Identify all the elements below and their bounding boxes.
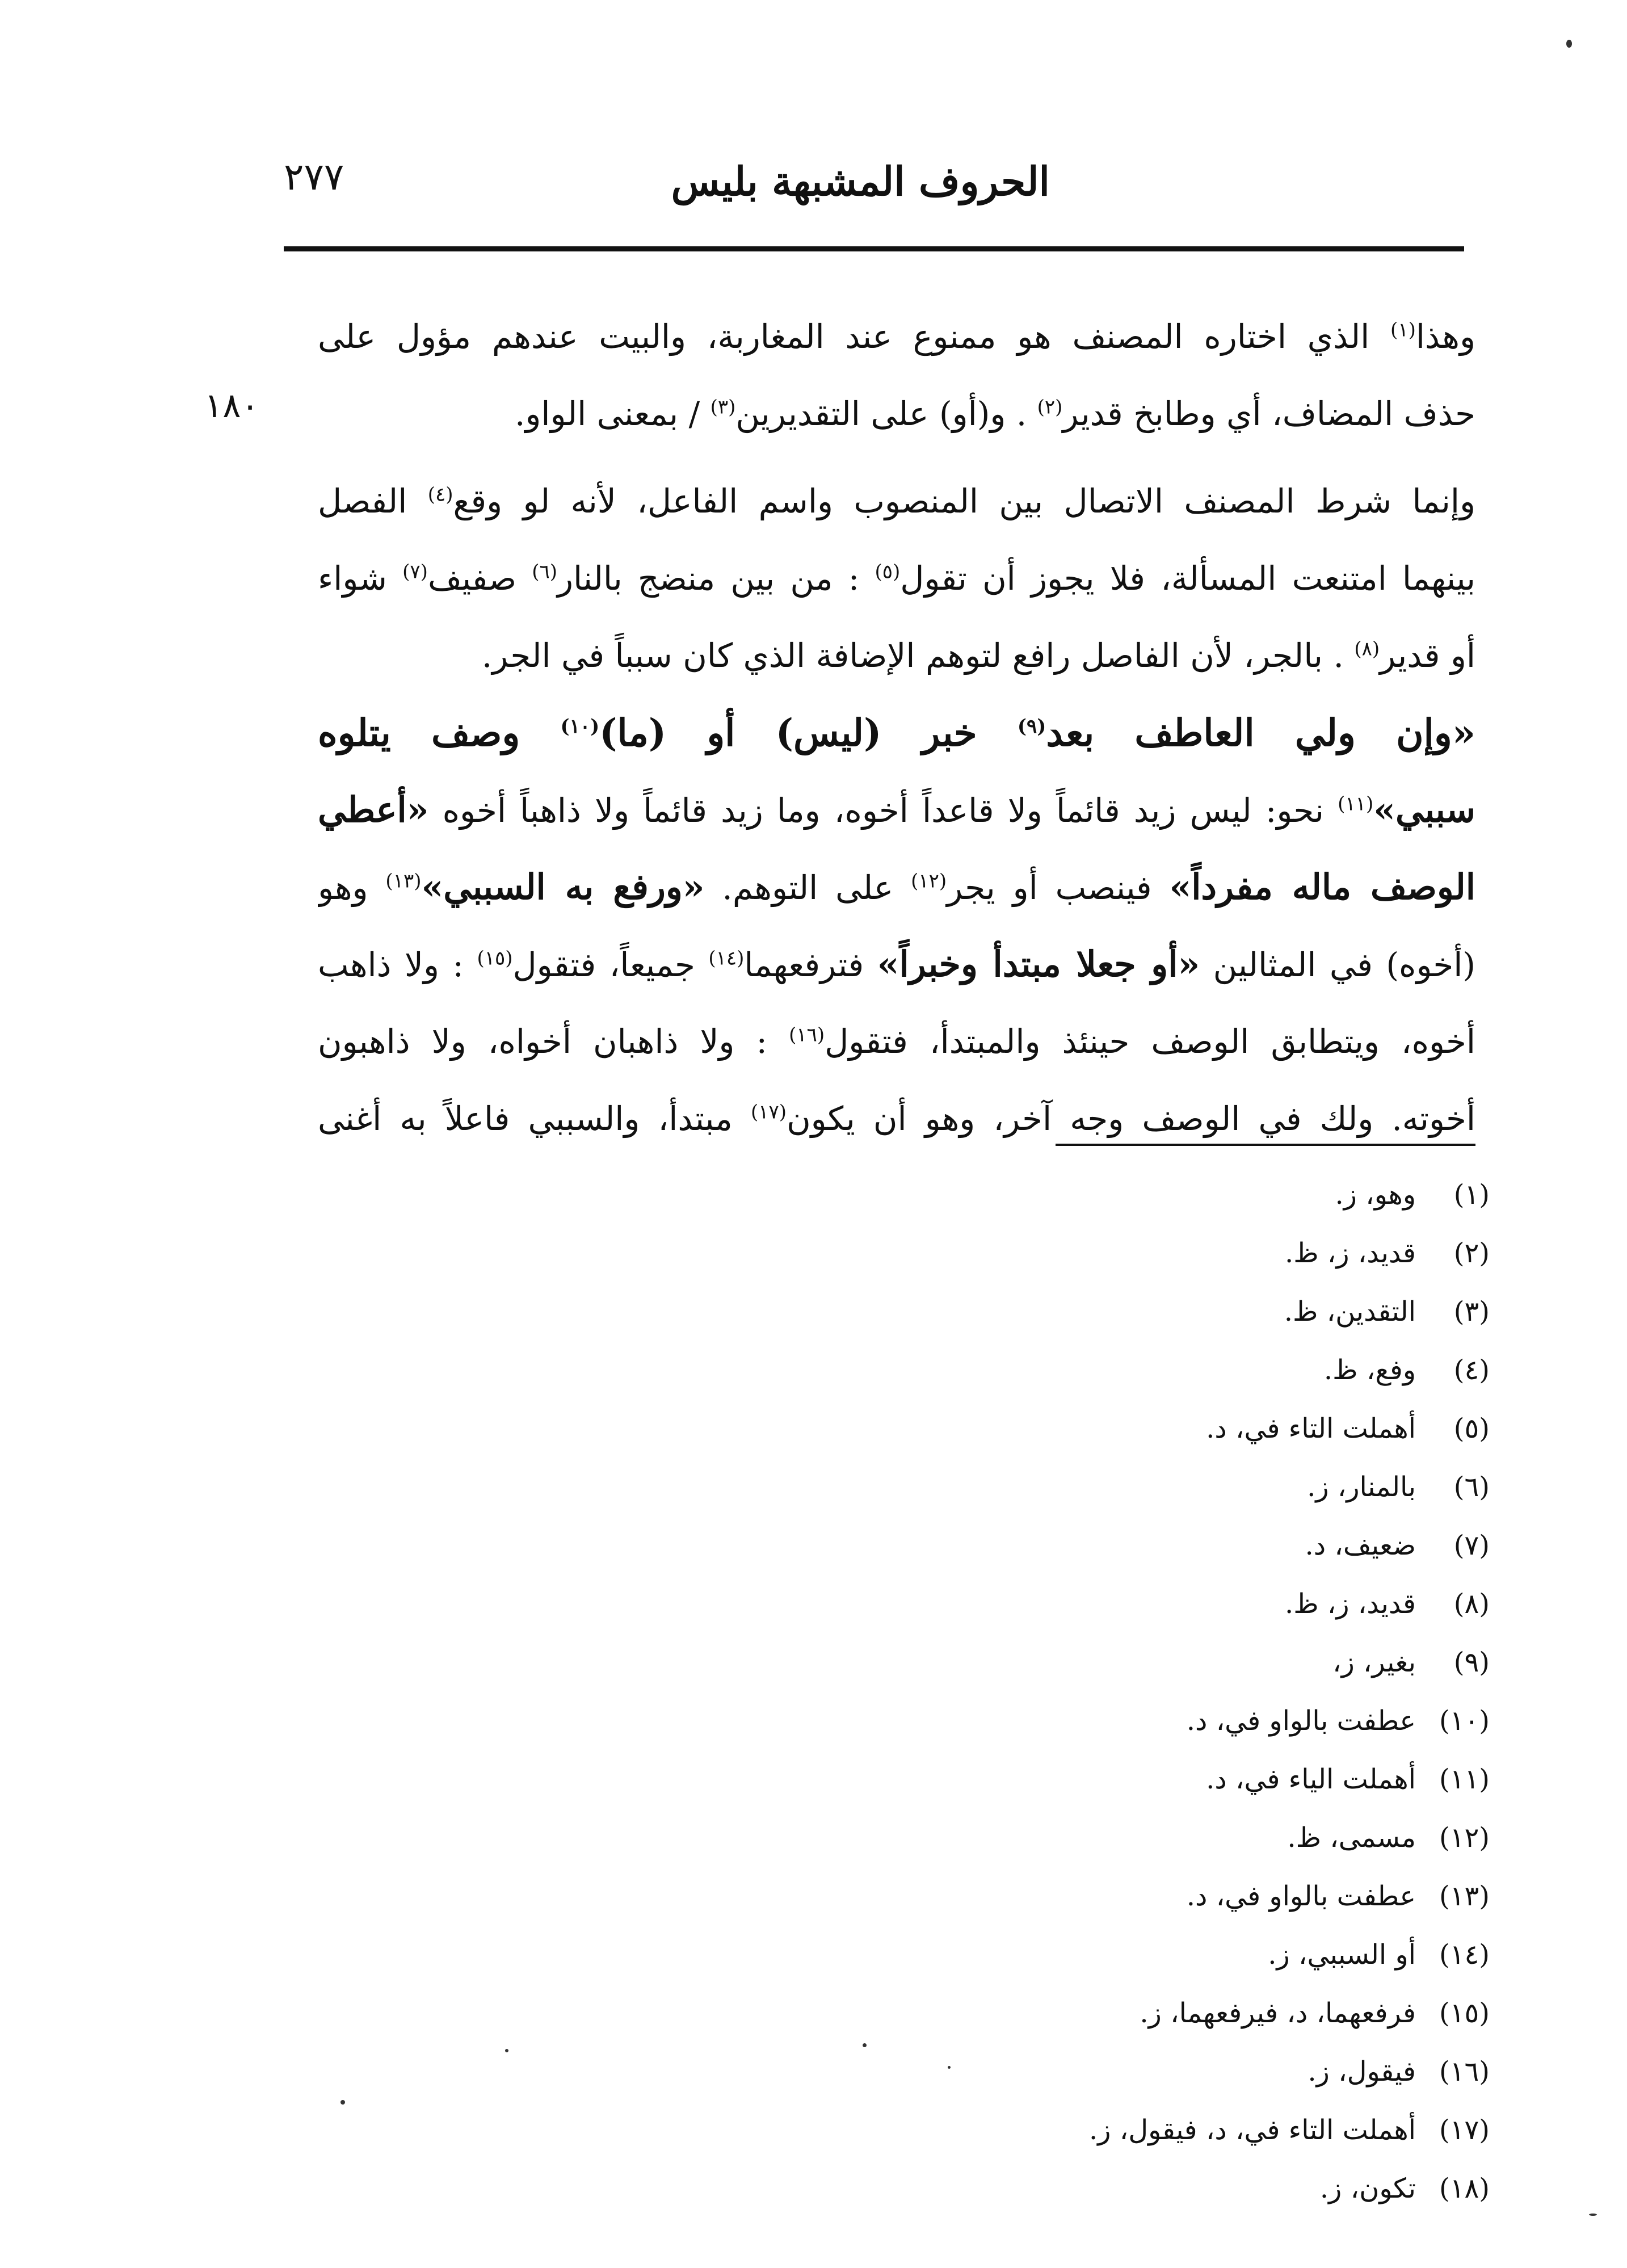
text-line-1: [318, 298, 1475, 375]
text-run: وهو: [318, 868, 386, 907]
footnote-text: بالمنار، ز.: [1307, 1471, 1416, 1503]
text-run: شواء: [318, 559, 403, 598]
footnote-ref: (٣): [710, 396, 736, 419]
scan-speck: [948, 2066, 951, 2069]
text-run: فينصب أو يجر: [947, 868, 1170, 907]
text-run: وإنما شرط المصنف الاتصال بين المنصوب واسم الفاعل، لأنه لو وقع: [453, 482, 1475, 520]
footnote-item: [738, 1751, 1490, 1809]
footnote-item: [738, 1576, 1490, 1634]
footnote-number: (٦): [1453, 1471, 1490, 1503]
text-run: «وإن ولي العاطف بعد: [1046, 711, 1475, 755]
text-line-5: [318, 617, 1475, 694]
footnote-text: عطفت بالواو في، د.: [1186, 1880, 1416, 1912]
footnote-ref: (٧): [402, 560, 428, 583]
scan-speck: [1566, 40, 1572, 48]
bold-run: «أعطي: [318, 789, 429, 830]
footnote-text: وفع، ظ.: [1323, 1354, 1416, 1386]
footnote-ref: (٤): [427, 483, 453, 506]
bold-run: سببي»: [1373, 789, 1475, 830]
footnote-number: (٢): [1453, 1237, 1490, 1269]
footnote-number: (٧): [1453, 1530, 1490, 1561]
footnote-text: أهملت التاء في، د، فيقول، ز.: [1089, 2114, 1416, 2146]
footnote-item: [738, 1166, 1490, 1225]
footnote-number: (٤): [1453, 1354, 1490, 1386]
footnote-item: [738, 2043, 1490, 2102]
footnotes-list: [738, 1166, 1490, 2219]
text-run: أخوه، ويتطابق الوصف حينئذ والمبتدأ، فتقول: [825, 1022, 1475, 1061]
footnote-item: [738, 2102, 1490, 2160]
footnote-text: أو السببي، ز.: [1268, 1939, 1416, 1971]
text-run: حذف المضاف، أي وطابخ قدير: [1062, 394, 1475, 433]
text-run: : ولا ذاهب: [318, 946, 477, 984]
scan-speck: [505, 2049, 508, 2052]
footnote-item: [738, 1868, 1490, 1926]
footnote-number: (١٨): [1439, 2173, 1490, 2204]
footnote-ref: (١٠): [560, 715, 600, 738]
footnote-number: (٨): [1453, 1588, 1490, 1620]
footnote-ref: (٢): [1037, 396, 1063, 419]
main-text: [318, 298, 1475, 1157]
footnote-ref: (١٦): [789, 1023, 825, 1047]
footnote-ref: (١٢): [911, 870, 947, 893]
footnote-number: (١١): [1439, 1763, 1490, 1795]
footnote-ref: (١٥): [477, 947, 513, 970]
footnote-item: [738, 1459, 1490, 1517]
text-run: فترفعهما: [744, 946, 877, 984]
footnote-ref: (٦): [532, 560, 558, 583]
footnote-item: [738, 1283, 1490, 1342]
text-line-3: [318, 463, 1475, 540]
footnote-ref: (١): [1390, 318, 1416, 342]
footnote-item: [738, 1692, 1490, 1751]
footnote-text: أهملت الياء في، د.: [1206, 1763, 1416, 1795]
footnote-ref: (٩): [1017, 715, 1046, 738]
text-run: مبتدأ، والسببي فاعلاً به أغنى: [318, 1099, 751, 1138]
text-run: خبر (ليس) أو (ما): [599, 711, 1018, 755]
footnote-number: (٥): [1453, 1413, 1490, 1444]
footnote-text: فيقول، ز.: [1308, 2056, 1416, 2088]
footnote-number: (١٢): [1439, 1822, 1490, 1854]
text-line-10: [318, 1003, 1475, 1080]
text-run: . و(أو) على التقديرين: [735, 394, 1037, 433]
text-run: بينهما امتنعت المسألة، فلا يجوز أن تقول: [900, 559, 1475, 598]
footnote-number: (١٧): [1439, 2114, 1490, 2146]
footnote-ref: (١٤): [708, 947, 745, 970]
bold-run: «ورفع به السببي»: [421, 866, 705, 908]
footnote-item: [738, 1809, 1490, 1868]
text-run: على التوهم.: [704, 868, 911, 907]
text-run: الفصل: [318, 482, 428, 520]
text-run: الذي اختاره المصنف هو ممنوع عند المغاربة، والبيت عندهم مؤول على: [318, 317, 1391, 356]
text-run: نحو: ليس زيد قائماً ولا قاعداً أخوه، وما زيد قائماً ولا ذاهباً أخوه: [428, 791, 1338, 830]
footnote-ref: (١٣): [385, 870, 422, 893]
footnote-text: تكون، ز.: [1319, 2173, 1416, 2204]
text-run: / بمعنى الواو.: [514, 394, 711, 433]
footnote-number: (١٣): [1439, 1880, 1490, 1912]
scan-speck: [340, 2100, 345, 2105]
scan-speck: [863, 2043, 867, 2047]
bold-run: «أو جعلا مبتدأ وخبراً»: [877, 943, 1200, 985]
text-line-8: [318, 849, 1475, 926]
footnote-item: [738, 1634, 1490, 1692]
header-rule: [284, 246, 1464, 251]
text-run: وصف يتلوه: [318, 711, 561, 755]
margin-number: ١٨٠: [204, 386, 259, 426]
footnote-ref: (١١): [1338, 792, 1374, 816]
footnote-item: [738, 1517, 1490, 1576]
text-line-9: [318, 926, 1475, 1003]
footnote-text: فرفعهما، د، فيرفعهما، ز.: [1140, 1997, 1416, 2029]
text-line-2: [318, 375, 1475, 452]
footnote-text: مسمى، ظ.: [1287, 1822, 1416, 1854]
text-line-4: [318, 540, 1475, 617]
footnote-number: (١٤): [1439, 1939, 1490, 1971]
text-run: أو قدير: [1380, 636, 1475, 675]
footnote-rule: [1056, 1144, 1475, 1146]
footnote-text: عطفت بالواو في، د.: [1186, 1705, 1416, 1737]
text-run: صفيف: [427, 559, 532, 598]
text-run: جميعاً، فتقول: [512, 946, 709, 984]
footnote-number: (٩): [1453, 1647, 1490, 1678]
footnote-number: (١٦): [1439, 2056, 1490, 2088]
footnote-item: [738, 1985, 1490, 2043]
footnote-ref: (١٧): [751, 1101, 787, 1124]
page-number: ٢٧٧: [284, 155, 344, 199]
text-run: (أخوه) في المثالين: [1200, 946, 1475, 984]
footnote-item: [738, 1225, 1490, 1283]
footnote-text: وهو، ز.: [1335, 1179, 1416, 1211]
text-line-6: [318, 694, 1475, 771]
bold-run: الوصف ماله مفرداً»: [1169, 866, 1475, 908]
footnote-text: بغير، ز،: [1332, 1647, 1416, 1678]
text-line-7: [318, 771, 1475, 849]
text-run: . بالجر، لأن الفاصل رافع لتوهم الإضافة الذي كان سبباً في الجر.: [481, 636, 1355, 675]
footnote-item: [738, 1926, 1490, 1985]
footnote-number: (١): [1453, 1179, 1490, 1211]
footnote-item: [738, 2160, 1490, 2219]
text-run: وهذا: [1415, 317, 1475, 356]
text-run: : من بين منضج بالنار: [557, 559, 875, 598]
footnote-text: قديد، ز، ظ.: [1284, 1588, 1416, 1620]
text-run: : ولا ذاهبان أخواه، ولا ذاهبون: [318, 1022, 789, 1061]
scan-speck: [1589, 2214, 1597, 2216]
footnote-item: [738, 1400, 1490, 1459]
footnote-text: ضعيف، د.: [1305, 1530, 1416, 1561]
footnote-ref: (٥): [875, 560, 901, 583]
running-title: الحروف المشبهة بليس: [671, 158, 1050, 205]
footnote-number: (٣): [1453, 1296, 1490, 1328]
text-run: أخوته. ولك في الوصف وجه آخر، وهو أن يكون: [787, 1099, 1475, 1138]
footnote-text: التقدين، ظ.: [1284, 1296, 1416, 1328]
footnote-number: (١٠): [1439, 1705, 1490, 1737]
footnote-ref: (٨): [1354, 637, 1380, 661]
footnote-number: (١٥): [1439, 1997, 1490, 2029]
footnote-text: أهملت التاء في، د.: [1206, 1413, 1416, 1444]
footnote-item: [738, 1342, 1490, 1400]
footnote-text: قديد، ز، ظ.: [1284, 1237, 1416, 1269]
